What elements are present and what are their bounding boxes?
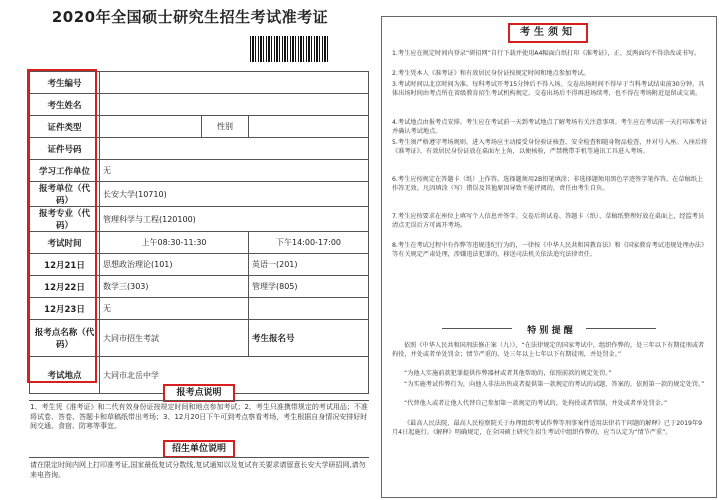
info-label: 证件号码 (30, 138, 100, 160)
reminder-item: 《最高人民法院、最高人民检察院关于办理组织考试作弊等刑事案件适用法律若干问题的解释》已于2019年9月4日起施行。《解释》明确规定，在全国硕士研究生招生考试中组织作弊的，应当认定为“情节严重”。 (392, 420, 703, 437)
info-value (100, 94, 369, 116)
morning-session: 上午08:30-11:30 (100, 232, 249, 254)
registration-number-label: 考生报名号 (249, 320, 369, 357)
reminder-item: “为实施考试作弊行为，向他人非法出售或者提供第一款规定的考试的试题、答案的，依照第一款的规定处罚。” (404, 381, 705, 388)
divider (29, 400, 369, 401)
instruction-item: 3.考试时间以北京时间为准。每科考试开考15分钟后不得入场。交卷出场时间不得早于当科考试结束前30分钟，具体出场时间由考点所在省级教育招生考试机构规定。交卷出场后不得再进场续考，也不得在考场附近逗留或交谈。 (392, 81, 705, 98)
afternoon-subject: 管理学(805) (249, 276, 369, 298)
instruction-item: 2.考生凭本人《准考证》和有效居民身份证按规定时间和地点参加考试。 (392, 70, 590, 77)
instruction-item: 5.考生须严格遵守考场规则，进入考场应主动接受身份验证核查、安全检查和随身物品检查，并对号入座。入座后将《准考证》、有效居民身份证放在桌面左上角，以便核验，严禁携带手机等通讯工具进入考场。 (392, 139, 708, 156)
instructions-title: 考生须知 (508, 23, 588, 43)
afternoon-session: 下午14:00-17:00 (249, 232, 369, 254)
exam-time-label: 考试时间 (30, 232, 100, 254)
barcode-image (250, 36, 330, 62)
morning-subject: 思想政治理论(101) (100, 254, 249, 276)
exam-site-value: 大同市招生考試 (100, 320, 249, 357)
info-value (100, 116, 202, 138)
exam-location-value: 大同市北岳中学 (100, 357, 369, 394)
admission-unit-notes-text: 请在限定时间内网上打印准考证,国家最低复试分数线,复试通知以及复试有关要求请留意长安大学研招网,请勿来电咨询。 (30, 461, 366, 479)
exam-site-notes-text: 1、考生凭《准考证》和二代有效身份证按规定时间和地点参加考试；2、考生只准携带规定的考试用品；不准将试卷、答卷、答题卡和草稿纸带出考场；3、12月20日下午可到考点察看考场，考生根据自身情况安排好时间交通、食宿、防寒等事宜。 (30, 403, 368, 430)
exam-date: 12月21日 (30, 254, 100, 276)
info-value: 管理科学与工程(120100) (100, 207, 369, 232)
divider (29, 457, 369, 458)
exam-site-notes-heading: 报考点说明 (163, 384, 235, 402)
info-label: 考生姓名 (30, 94, 100, 116)
divider (586, 328, 656, 329)
info-label: 报考单位（代码） (30, 182, 100, 207)
candidate-instructions (381, 16, 717, 498)
info-value: 无 (100, 160, 369, 182)
info-label: 考生编号 (30, 72, 100, 94)
info-label: 证件类型 (30, 116, 100, 138)
gender-value (249, 116, 369, 138)
page-title: 2020年全国硕士研究生招生考试准考证 (51, 8, 329, 26)
instruction-item: 4.考试地点由报考点安排。考生应在考试前一天到考试地点了解考场有关注意事项。考生应在考试前一天打印准考证并确认考试地点。 (392, 119, 708, 136)
info-label: 学习工作单位 (30, 160, 100, 182)
exam-date: 12月23日 (30, 298, 100, 320)
instruction-item: 6.考生应按规定在答题卡（纸）上作答。选择题须用2B铅笔填涂；非选择题须用黑色字迹签字笔作答，在草稿纸上作答无效。凡因填涂（写）错误及其他原因导致不能评阅的，责任由考生自负。 (392, 176, 704, 193)
afternoon-subject: 英语一(201) (249, 254, 369, 276)
info-value: 长安大学(10710) (100, 182, 369, 207)
info-value (100, 72, 369, 94)
reminder-item: “为他人实施前款犯罪提供作弊器材或者其他帮助的，依照前款的规定处罚。” (404, 370, 612, 377)
afternoon-subject (249, 298, 369, 320)
instruction-item: 8.考生在考试过程中有作弊等违规违纪行为的，一律按《中华人民共和国教育法》和《国家教育考试违规处理办法》等有关规定严肃处理，涉嫌违法犯罪的，移送司法机关依法追究法律责任。 (392, 242, 708, 259)
info-value (100, 138, 369, 160)
exam-date: 12月22日 (30, 276, 100, 298)
morning-subject: 数学三(303) (100, 276, 249, 298)
instruction-item: 1.考生应在规定时间内登录“研招网”自行下载并使用A4幅面白纸打印《准考证》，正、反两面均不得涂改或书写。 (392, 50, 701, 57)
special-reminder-heading: 特 别 提 醒 (527, 326, 573, 336)
label-column-highlight (27, 69, 97, 383)
morning-subject: 无 (100, 298, 249, 320)
info-label: 报考专业（代码） (30, 207, 100, 232)
instruction-item: 7.考生应按要求在座位上填写个人信息并签字。交卷后将试卷、答题卡（纸）、草稿纸整理好放在桌面上，经监考员清点无误后方可离开考场。 (392, 213, 705, 230)
exam-site-label: 报考点名称（代码） (30, 320, 100, 357)
reminder-item: “代替他人或者让他人代替自己参加第一款规定的考试的，处拘役或者管制，并处或者单处罚金。” (404, 400, 668, 407)
reminder-item: 依照《中华人民共和国刑法修正案（九）》，“在法律规定的国家考试中，组织作弊的，处三年以下有期徒刑或者拘役，并处或者单处罚金；情节严重的，处三年以上七年以下有期徒刑，并处罚金。” (392, 342, 705, 359)
admission-unit-notes-heading: 招生单位说明 (163, 440, 235, 458)
gender-label: 性别 (202, 116, 249, 138)
exam-location-label: 考试地点 (30, 357, 100, 394)
